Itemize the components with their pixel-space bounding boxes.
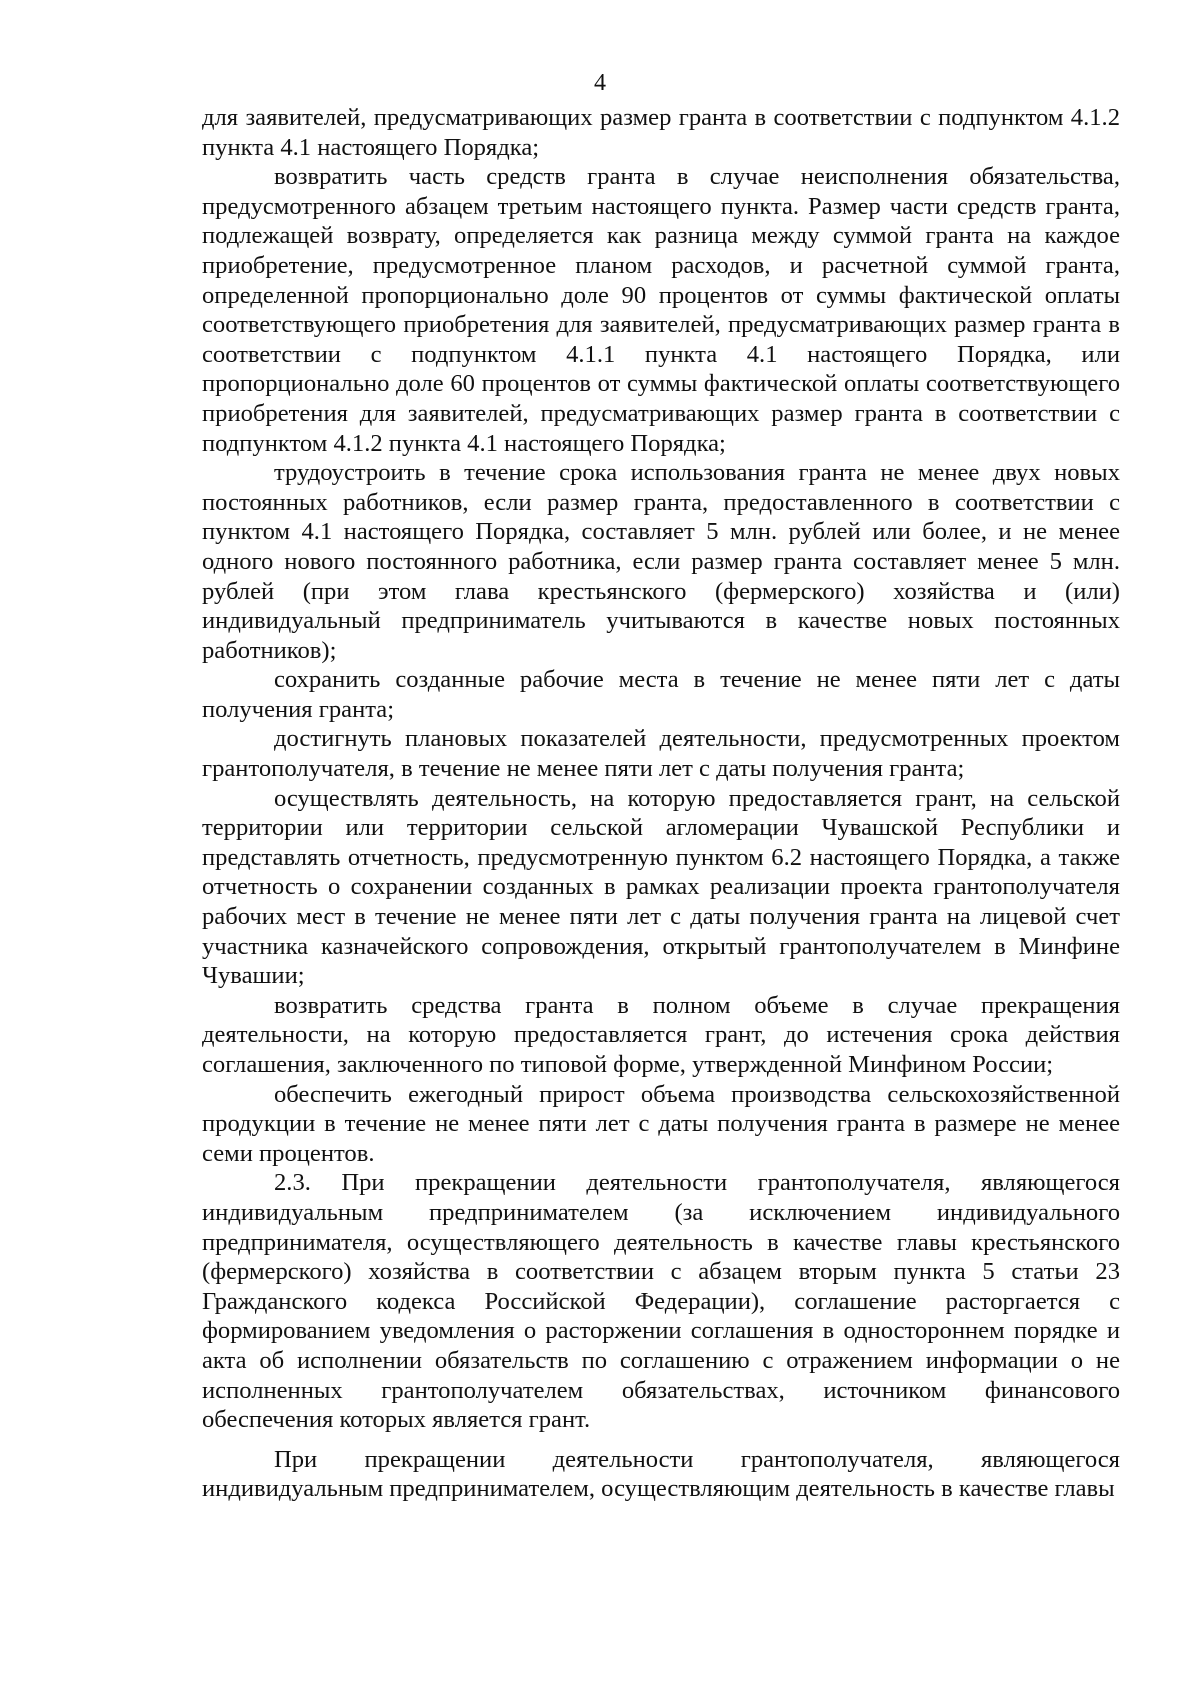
paragraph-operate-rural: осуществлять деятельность, на которую предоставляется грант, на сельской территории или территории сельской агломерации Чувашской Республики и представлять отчетность, предусмотренную пунктом 6.2 настоящего Порядка, а также отчетность о сохранении созданных в рамках реализации проекта грантополучателя рабочих мест в течение не менее пяти лет с даты получения гранта на лицевой счет участника казначейского сопровождения, открытый грантополучателем в Минфине Чувашии; (202, 784, 1120, 990)
paragraph-employ-workers: трудоустроить в течение срока использования гранта не менее двух новых постоянных работников, если размер гранта, предоставленного в соответствии с пунктом 4.1 настоящего Порядка, составляет 5 млн. рублей или более, и не менее одного нового постоянного работника, если размер гранта составляет менее 5 млн. рублей (при этом глава крестьянского (фермерского) хозяйства и (или) индивидуальный предприниматель учитываются в качестве новых постоянных работников); (202, 459, 1120, 664)
paragraph-achieve-indicators: достигнуть плановых показателей деятельности, предусмотренных проектом грантополучателя, в течение не менее пяти лет с даты получения гранта; (202, 725, 1120, 783)
document-body (202, 103, 1120, 1504)
page-number: 4 (594, 70, 606, 96)
paragraph-continuation: для заявителей, предусматривающих размер гранта в соответствии с подпунктом 4.1.2 пункта 4.1 настоящего Порядка; (202, 104, 1120, 161)
paragraph-return-grant-part: возвратить часть средств гранта в случае неисполнения обязательства, предусмотренного абзацем третьим настоящего пункта. Размер части средств гранта, подлежащей возврату, определяется как разница между суммой гранта на каждое приобретение, предусмотренное планом расходов, и расчетной суммой гранта, определенной пропорционально доле 90 процентов от суммы фактической оплаты соответствующего приобретения для заявителей, предусматривающих размер гранта в соответствии с подпунктом 4.1.1 пункта 4.1 настоящего Порядка, или пропорционально доле 60 процентов от суммы фактической оплаты соответствующего приобретения для заявителей, предусматривающих размер гранта в соответствии с подпунктом 4.1.2 пункта 4.1 настоящего Порядка; (202, 163, 1120, 457)
paragraph-keep-jobs: сохранить созданные рабочие места в течение не менее пяти лет с даты получения гранта; (202, 666, 1120, 723)
paragraph-termination-head: При прекращении деятельности грантополучателя, являющегося индивидуальным предпринимателем, осуществляющим деятельность в качестве главы (202, 1445, 1120, 1503)
paragraph-production-growth: обеспечить ежегодный прирост объема производства сельскохозяйственной продукции в течение не менее пяти лет с даты получения гранта в размере не менее семи процентов. (202, 1080, 1120, 1167)
paragraph-section-2-3: 2.3. При прекращении деятельности грантополучателя, являющегося индивидуальным предпринимателем (за исключением индивидуального предпринимателя, осуществляющего деятельность в качестве главы крестьянского (фермерского) хозяйства в соответствии с абзацем вторым пункта 5 статьи 23 Гражданского кодекса Российской Федерации), соглашение расторгается с формированием уведомления о расторжении соглашения в одностороннем порядке и акта об исполнении обязательств по соглашению с отражением информации о не исполненных грантополучателем обязательствах, источником финансового обеспечения которых является грант. (202, 1169, 1120, 1434)
paragraph-return-full-grant: возвратить средства гранта в полном объеме в случае прекращения деятельности, на которую предоставляется грант, до истечения срока действия соглашения, заключенного по типовой форме, утвержденной Минфином России; (202, 991, 1120, 1078)
